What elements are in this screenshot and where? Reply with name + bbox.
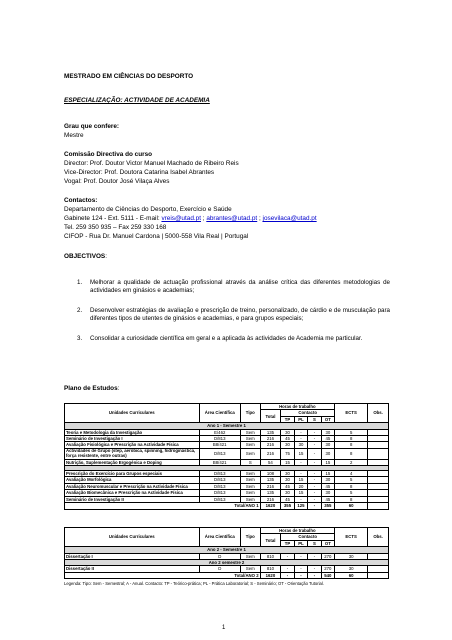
cell-ects: 30 (335, 566, 368, 572)
cell-pl: - (294, 436, 307, 442)
cell-ot: 30 (321, 490, 334, 496)
cell-total: 54 (260, 459, 281, 465)
cell-area: D/813 (199, 496, 240, 502)
cell-uc: Seminário de Investigação I (65, 436, 200, 442)
header-tipo: Tipo (240, 528, 260, 547)
committee-vogal: Vogal: Prof. Doutor José Vilaça Alves (64, 178, 170, 185)
cell-pl: - (294, 553, 307, 559)
cell-tipo: Sem (240, 471, 260, 477)
degree-value: Mestre (64, 132, 84, 139)
cell-pl: - (294, 496, 307, 502)
cell-ects: 8 (335, 436, 368, 442)
cell-uc: Prescrição do Exercício para Grupos especiais (65, 471, 200, 477)
cell-ects: 5 (335, 477, 368, 483)
cell-tipo: Sem (240, 436, 260, 442)
header-obs: Obs. (368, 404, 389, 423)
header-obs: Obs. (368, 528, 389, 547)
cell-ot: 30 (321, 448, 334, 459)
email-separator: ; (200, 215, 207, 222)
cell-uc: Actividades de Grupo (step, aeróbica, spinning, hidroginástica, força resistente, entre outras) (65, 448, 200, 459)
objective-number: 3. (77, 335, 83, 342)
header-contacto: Contacto (281, 410, 335, 416)
cell-tp: 75 (281, 448, 294, 459)
header-area: Área Científica (199, 528, 240, 547)
cell-ects: 8 (335, 496, 368, 502)
cell-tipo: Sem (240, 442, 260, 448)
header-tp: TP (281, 540, 294, 546)
cell-s: - (308, 459, 321, 465)
cell-area: D (199, 566, 240, 572)
contacts-phone: Tel. 259 350 935 – Fax 259 330 168 (64, 224, 167, 231)
header-uc: Unidades Curriculares (65, 528, 200, 547)
cell-area: D/813 (199, 483, 240, 489)
cell-tp: - (281, 553, 294, 559)
cell-ects: 8 (335, 442, 368, 448)
cell-s: - (308, 490, 321, 496)
header-contacto: Contacto (281, 534, 335, 540)
header-s: S (308, 540, 321, 546)
contacts-office-line (64, 215, 317, 223)
cell-tp: 30 (281, 442, 294, 448)
total-tp: 355 (281, 503, 294, 509)
header-tp: TP (281, 416, 294, 422)
cell-area: B8/421 (199, 459, 240, 465)
cell-ot: 30 (321, 477, 334, 483)
cell-uc: Avaliação Morfológica (65, 477, 200, 483)
cell-ot: 45 (321, 483, 334, 489)
cell-ot: 270 (321, 566, 334, 572)
cell-total: 108 (260, 471, 281, 477)
total-s: - (308, 572, 321, 578)
header-area: Área Científica (199, 404, 240, 423)
cell-total: 135 (260, 490, 281, 496)
cell-tipo: Sem (240, 483, 260, 489)
total-label: Total/ANO 1 (65, 503, 261, 509)
total-hours: 1620 (260, 572, 281, 578)
committee-label: Comissão Directiva do curso (64, 151, 153, 158)
table-legend: Legenda: Tipo: Sem - Semestral; A - Anual. Contacto: TP - Teórico-prática; PL - Prática Laboratorial; S - Seminário; OT - Orientação Tutorial. (64, 581, 324, 586)
cell-total: 810 (260, 566, 281, 572)
cell-pl: - (294, 459, 307, 465)
cell-tipo: Sem (240, 496, 260, 502)
cell-tp: 30 (281, 429, 294, 435)
study-plan-table-year2 (64, 527, 389, 579)
total-hours: 1620 (260, 503, 281, 509)
cell-pl: 30 (294, 442, 307, 448)
cell-uc: Nutrição, Suplementação Ergogénica e Doping (65, 459, 200, 465)
cell-s: - (308, 436, 321, 442)
cell-tp: 45 (281, 496, 294, 502)
cell-uc: Avaliação Biomecânica e Prescrição na Actividade Física (65, 490, 200, 496)
cell-ects: 5 (335, 429, 368, 435)
total-pl: 125 (294, 503, 307, 509)
cell-tipo: Sem (240, 553, 260, 559)
cell-ot: 15 (321, 471, 334, 477)
cell-area: D/813 (199, 471, 240, 477)
semester-label: Ano 1 - Semestre 1 (65, 423, 389, 429)
cell-total: 216 (260, 436, 281, 442)
cell-tp: 30 (281, 490, 294, 496)
cell-ects: 30 (335, 553, 368, 559)
cell-tipo: Sem (240, 566, 260, 572)
contacts-label: Contactos: (64, 197, 98, 204)
cell-tipo: Sem (240, 477, 260, 483)
cell-total: 810 (260, 553, 281, 559)
total-pl: - (294, 572, 307, 578)
cell-tp: 30 (281, 471, 294, 477)
cell-ects: 8 (335, 448, 368, 459)
degree-label: Grau que confere: (64, 123, 120, 130)
header-pl: PL (294, 416, 307, 422)
page-number: 1 (222, 625, 226, 631)
cell-total: 216 (260, 496, 281, 502)
cell-uc: Dissertação I (65, 553, 200, 559)
header-s: S (308, 416, 321, 422)
committee-director: Director: Prof. Doutor Victor Manuel Machado de Ribeiro Reis (64, 160, 239, 167)
specialization-title: ESPECIALIZAÇÃO: ACTIVIDADE DE ACADEMIA (64, 97, 210, 104)
cell-s: - (308, 477, 321, 483)
email-separator: ; (257, 215, 263, 222)
cell-s: - (308, 429, 321, 435)
cell-s: - (308, 471, 321, 477)
cell-tipo: S (240, 459, 260, 465)
table-row (65, 448, 389, 459)
semester-label: Ano 2 - Semestre 1 (65, 547, 389, 553)
plan-heading: Plano de Estudos: (64, 385, 120, 392)
total-ot: 540 (321, 572, 334, 578)
header-tipo: Tipo (240, 404, 260, 423)
cell-ects: 2 (335, 459, 368, 465)
email-link-vreis[interactable]: vreis@utad.pt (161, 215, 201, 222)
cell-ects: 8 (335, 483, 368, 489)
cell-total: 216 (260, 442, 281, 448)
contacts-department: Departamento de Ciências do Desporto, Exercício e Saúde (64, 206, 232, 213)
cell-area: B8/421 (199, 442, 240, 448)
total-label: Total/ANO 2 (65, 572, 261, 578)
header-total: Total (260, 534, 281, 547)
cell-uc: Dissertação II (65, 566, 200, 572)
cell-ects: 5 (335, 490, 368, 496)
cell-tp: 30 (281, 477, 294, 483)
cell-obs (368, 448, 389, 459)
cell-total: 216 (260, 448, 281, 459)
cell-s: - (308, 448, 321, 459)
cell-area: D/813 (199, 477, 240, 483)
cell-uc: Avaliação Neuromuscular e Prescrição na Actividade Física (65, 483, 200, 489)
semester-label: Ano 2 semestre 2 (65, 560, 389, 566)
cell-tp: 45 (281, 483, 294, 489)
cell-pl: 15 (294, 477, 307, 483)
header-ects: ECTS (335, 404, 368, 423)
cell-pl: - (294, 471, 307, 477)
cell-ot: 270 (321, 553, 334, 559)
objective-text: Melhorar a qualidade de actuação profissional através da análise crítica das diferentes metodologias de actividades em ginásios e academias; (90, 279, 390, 294)
total-ects: 60 (335, 503, 368, 509)
header-horas: Horas de trabalho (260, 404, 335, 410)
objective-text: Desenvolver estratégias de avaliação e prescrição de treino, personalizado, de cárdio e de musculação para diferentes tipos de utentes de ginásios e academias, e para grupos especiais; (90, 307, 390, 322)
cell-ot: 30 (321, 429, 334, 435)
cell-s: - (308, 496, 321, 502)
cell-pl: 20 (294, 483, 307, 489)
cell-total: 216 (260, 483, 281, 489)
cell-ot: 15 (321, 459, 334, 465)
cell-area: D/813 (199, 436, 240, 442)
cell-uc: Teoria e Metodologia da Investigação (65, 429, 200, 435)
cell-total: 135 (260, 477, 281, 483)
cell-area: E/462 (199, 429, 240, 435)
cell-ects: 4 (335, 471, 368, 477)
email-link-josevilaca[interactable]: josevilaca@utad.pt (262, 215, 317, 222)
cell-area: D/813 (199, 448, 240, 459)
cell-s: - (308, 442, 321, 448)
objectives-heading: OBJECTIVOS: (64, 253, 107, 260)
cell-pl: 15 (294, 448, 307, 459)
cell-pl: - (294, 566, 307, 572)
cell-area: D/813 (199, 490, 240, 496)
committee-vice-director: Vice-Director: Prof. Doutora Catarina Isabel Abrantes (64, 169, 215, 176)
total-tp: - (281, 572, 294, 578)
header-uc: Unidades Curriculares (65, 404, 200, 423)
cell-uc: Avaliação Fisiológica e Prescrição na Actividade Física (65, 442, 200, 448)
year1-sem2-rows (65, 471, 389, 503)
total-obs (368, 572, 389, 578)
cell-s: - (308, 553, 321, 559)
total-ects: 60 (335, 572, 368, 578)
total-obs (368, 503, 389, 509)
cell-pl: 15 (294, 490, 307, 496)
objective-text: Consolidar a curiosidade científica em geral e a aplicada às actividades de Academia me particular. (90, 335, 363, 342)
year1-sem1-rows (65, 429, 389, 465)
header-horas: Horas de trabalho (260, 528, 335, 534)
cell-tipo: Sem (240, 490, 260, 496)
cell-uc: Seminário de Investigação II (65, 496, 200, 502)
objective-number: 2. (77, 307, 83, 314)
header-ects: ECTS (335, 528, 368, 547)
header-total: Total (260, 410, 281, 423)
cell-tp: 45 (281, 436, 294, 442)
cell-ot: 45 (321, 436, 334, 442)
cell-tp: 15 (281, 459, 294, 465)
cell-tp: - (281, 566, 294, 572)
cell-pl: - (294, 429, 307, 435)
email-link-abrantes[interactable]: abrantes@utad.pt (206, 215, 258, 222)
contacts-address: CIFOP - Rua Dr. Manuel Cardona | 5000-558 Vila Real | Portugal (64, 233, 249, 240)
office-prefix: Gabinete 124 - Ext. 5111 - E-mail: (64, 215, 162, 222)
header-ot: OT (321, 540, 334, 546)
programme-title: MESTRADO EM CIÊNCIAS DO DESPORTO (64, 73, 194, 80)
objective-number: 1. (77, 279, 83, 286)
cell-ot: 45 (321, 496, 334, 502)
total-s: - (308, 503, 321, 509)
header-pl: PL (294, 540, 307, 546)
cell-s: - (308, 566, 321, 572)
cell-area: D (199, 553, 240, 559)
cell-tipo: Sem (240, 448, 260, 459)
cell-tipo: Sem (240, 429, 260, 435)
header-ot: OT (321, 416, 334, 422)
cell-total: 135 (260, 429, 281, 435)
study-plan-table-year1 (64, 403, 389, 510)
cell-ot: 30 (321, 442, 334, 448)
total-ot: 355 (321, 503, 334, 509)
cell-s: - (308, 483, 321, 489)
